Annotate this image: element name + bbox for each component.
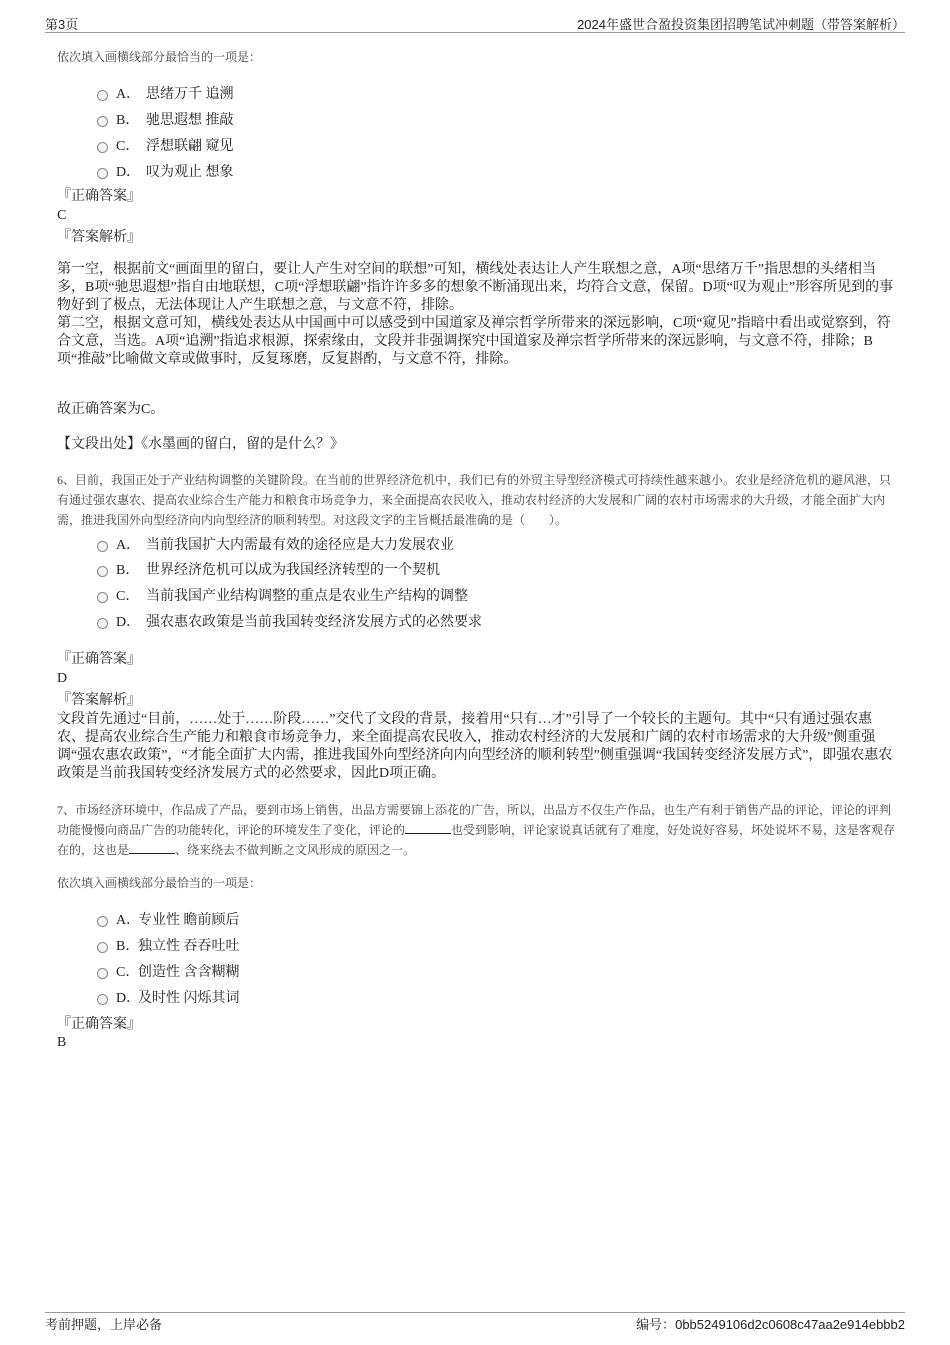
q5-analysis-label: 『答案解析』 bbox=[57, 230, 141, 245]
q5-analysis-para-1: 第一空，根据前文“画面里的留白，要让人产生对空间的联想”可知，横线处表达让人产生联想之意，A项“思绪万千”指思想的头绪相当多，B项“驰思遐想”指自由地联想，C项“浮想联翩”指许许多多的想象不断涌现出来，均符合文意，保留。D项“叹为观止”形容所见到的事物好到了极点，无法体现让人产生联想之意，与文意不符，排除。 bbox=[57, 262, 894, 313]
radio-icon[interactable] bbox=[97, 994, 108, 1005]
q6-answer-label: 『正确答案』 bbox=[57, 652, 141, 667]
q6-option-d[interactable]: D． 强农惠农政策是当前我国转变经济发展方式的必然要求 bbox=[97, 611, 482, 631]
q6-analysis: 文段首先通过“目前，……处于……阶段……”交代了文段的背景，接着用“只有…才”引导了一个较长的主题句。其中“只有通过强农惠农、提高农业综合生产能力和粮食市场竞争力，来全面提高农民收入，推动农村经济的大发展和广阔的农村市场需求的大升级”侧重强调“强农惠农政策”，“才能全面扩大内需，推进我国外向型经济向内向型经济的顺利转型”侧重强调“我国转变经济发展方式”，即强农惠农政策是当前我国转变经济发展方式的必然要求，因此D项正确。 bbox=[57, 712, 893, 781]
document-title: 2024年盛世合盈投资集团招聘笔试冲刺题（带答案解析） bbox=[577, 17, 905, 32]
q5-option-c[interactable]: C． 浮想联翩 窥见 bbox=[97, 135, 234, 155]
q5-option-b[interactable]: B． 驰思遐想 推敲 bbox=[97, 109, 234, 129]
q7-stem: 7、市场经济环境中，作品成了产品，要到市场上销售，出品方需要锦上添花的广告，所以，出品方不仅生产作品，也生产有利于销售产品的评论，评论的评判功能慢慢向商品广告的功能转化，评论的环境发生了变化，评论的 也受到影响，评论家说真话就有了难度，好处说好容易，坏处说坏不易，这是客观存在的，这也是 、绕来绕去不做判断之文风形成的原因之一。 bbox=[57, 803, 896, 857]
q5-option-a[interactable]: A． 思绪万千 追溯 bbox=[97, 83, 234, 103]
q7-option-d[interactable]: D． 及时性 闪烁其词 bbox=[97, 987, 240, 1007]
q5-analysis-para-2: 第二空，根据文意可知，横线处表达从中国画中可以感受到中国道家及禅宗哲学所带来的深远影响，C项“窥见”指暗中看出或觉察到，符合文意，当选。A项“追溯”指追求根源，探索缘由，文段并非强调探究中国道家及禅宗哲学所带来的深远影响，与文意不符，排除；B项“推敲”比喻做文章或做事时，反复琢磨，反复斟酌，与文意不符，排除。 bbox=[57, 316, 891, 367]
radio-icon[interactable] bbox=[97, 618, 108, 629]
q6-analysis-label: 『答案解析』 bbox=[57, 693, 141, 708]
q6-option-b[interactable]: B． 世界经济危机可以成为我国经济转型的一个契机 bbox=[97, 559, 440, 579]
radio-icon[interactable] bbox=[97, 566, 108, 577]
radio-icon[interactable] bbox=[97, 968, 108, 979]
document-id: 编号：0bb5249106d2c0608c47aa2e914ebbb2 bbox=[636, 1317, 905, 1332]
radio-icon[interactable] bbox=[97, 90, 108, 101]
q5-answer-label: 『正确答案』 bbox=[57, 189, 141, 204]
q5-source: 【文段出处】《水墨画的留白，留的是什么？》 bbox=[57, 437, 344, 452]
blank-1 bbox=[405, 833, 451, 834]
q7-answer-label: 『正确答案』 bbox=[57, 1017, 141, 1032]
q6-answer: D bbox=[57, 671, 68, 686]
q5-option-d[interactable]: D． 叹为观止 想象 bbox=[97, 161, 234, 181]
radio-icon[interactable] bbox=[97, 942, 108, 953]
radio-icon[interactable] bbox=[97, 541, 108, 552]
page-number: 第3页 bbox=[45, 17, 79, 32]
radio-icon[interactable] bbox=[97, 168, 108, 179]
header-divider bbox=[45, 32, 905, 33]
q5-conclusion: 故正确答案为C。 bbox=[57, 402, 165, 417]
q6-stem: 6、目前，我国正处于产业结构调整的关键阶段。在当前的世界经济危机中，我们已有的外贸主导型经济模式可持续性越来越小。农业是经济危机的避风港，只有通过强农惠农、提高农业综合生产能力和粮食市场竞争力，来全面提高农民收入，推动农村经济的大发展和广阔的农村市场需求的大升级，才能全面扩大内需，推进我国外向型经济向内向型经济的顺利转型。对这段文字的主旨概括最准确的是（ ）。 bbox=[57, 473, 892, 527]
radio-icon[interactable] bbox=[97, 116, 108, 127]
radio-icon[interactable] bbox=[97, 142, 108, 153]
q7-option-b[interactable]: B． 独立性 吞吞吐吐 bbox=[97, 935, 240, 955]
q5-prompt: 依次填入画横线部分最恰当的一项是： bbox=[57, 50, 262, 64]
blank-2 bbox=[129, 853, 175, 854]
footer-divider bbox=[45, 1312, 905, 1313]
q7-option-c[interactable]: C． 创造性 含含糊糊 bbox=[97, 961, 240, 981]
q6-option-c[interactable]: C． 当前我国产业结构调整的重点是农业生产结构的调整 bbox=[97, 585, 468, 605]
q6-option-a[interactable]: A． 当前我国扩大内需最有效的途径应是大力发展农业 bbox=[97, 534, 454, 554]
q7-prompt: 依次填入画横线部分最恰当的一项是： bbox=[57, 876, 262, 890]
q7-answer: B bbox=[57, 1035, 67, 1050]
radio-icon[interactable] bbox=[97, 916, 108, 927]
q7-option-a[interactable]: A． 专业性 瞻前顾后 bbox=[97, 909, 240, 929]
footer-slogan: 考前押题，上岸必备 bbox=[45, 1317, 163, 1332]
q5-answer: C bbox=[57, 208, 67, 223]
radio-icon[interactable] bbox=[97, 592, 108, 603]
